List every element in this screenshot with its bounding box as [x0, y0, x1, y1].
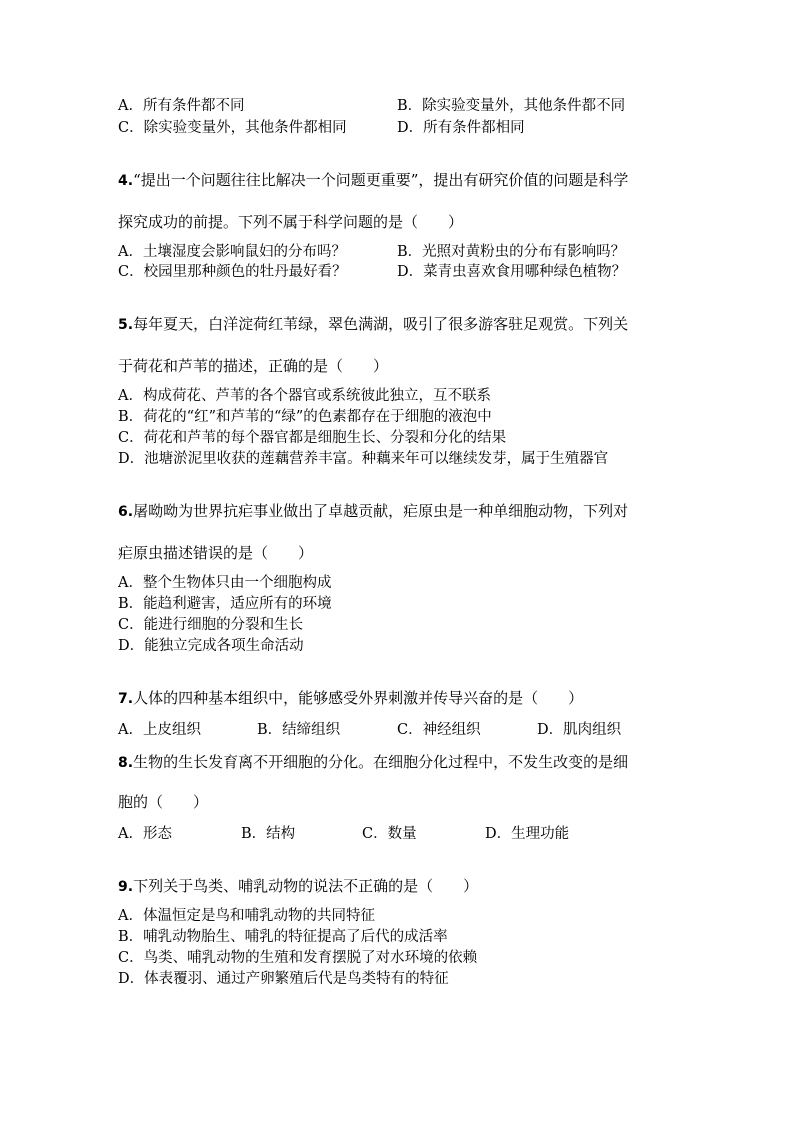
q7-option-d: D．肌肉组织: [537, 722, 622, 738]
q6-option-b: B．能趋利避害，适应所有的环境: [118, 596, 332, 612]
q9-option-c: C．鸟类、哺乳动物的生殖和发育摆脱了对水环境的依赖: [118, 950, 478, 966]
q4-number: 4.: [118, 173, 134, 189]
q8-option-c: C．数量: [362, 826, 417, 842]
q9-number: 9.: [118, 879, 134, 895]
q5-option-a: A．构成荷花、芦苇的各个器官或系统彼此独立，互不联系: [118, 388, 491, 404]
q7-option-c: C．神经组织: [397, 722, 481, 738]
q5-option-b: B．荷花的“红”和芦苇的“绿”的色素都存在于细胞的液泡中: [118, 409, 492, 425]
q9-option-b: B．哺乳动物胎生、哺乳的特征提高了后代的成活率: [118, 929, 448, 945]
q5-number: 5.: [118, 317, 134, 333]
q8-option-d: D．生理功能: [485, 826, 570, 842]
q4-option-a: A．土壤湿度会影响鼠妇的分布吗？: [118, 244, 346, 260]
q8-number: 8.: [118, 755, 134, 771]
q3-option-a: A．所有条件都不同: [118, 98, 245, 114]
q9-stem-line1: 9.下列关于鸟类、哺乳动物的说法不正确的是（ ）: [118, 877, 479, 895]
q7-option-b: B．结缔组织: [257, 722, 341, 738]
q6-number: 6.: [118, 504, 134, 520]
q6-option-d: D．能独立完成各项生命活动: [118, 638, 304, 654]
q3-option-c: C．除实验变量外，其他条件都相同: [118, 120, 347, 136]
q5-option-c: C．荷花和芦苇的每个器官都是细胞生长、分裂和分化的结果: [118, 430, 507, 446]
q5-stem-line2: 于荷花和芦苇的描述，正确的是（ ）: [118, 357, 389, 375]
q8-stem-line1: 8.生物的生长发育离不开细胞的分化。在细胞分化过程中，不发生改变的是细: [118, 753, 629, 771]
q3-option-b: B．除实验变量外，其他条件都不同: [397, 98, 626, 114]
q9-option-d: D．体表覆羽、通过产卵繁殖后代是鸟类特有的特征: [118, 971, 449, 987]
q7-option-a: A．上皮组织: [118, 722, 201, 738]
q7-stem-line1: 7.人体的四种基本组织中，能够感受外界刺激并传导兴奋的是（ ）: [118, 689, 584, 707]
q4-option-d: D．菜青虫喜欢食用哪种绿色植物？: [397, 264, 627, 280]
q4-stem-line2: 探究成功的前提。下列不属于科学问题的是（ ）: [118, 213, 464, 231]
q4-option-c: C．校园里那种颜色的牡丹最好看？: [118, 264, 347, 280]
q8-option-b: B．结构: [241, 826, 296, 842]
q8-option-a: A．形态: [118, 826, 172, 842]
q9-option-a: A．体温恒定是鸟和哺乳动物的共同特征: [118, 908, 375, 924]
q6-stem-line2: 疟原虫描述错误的是（ ）: [118, 544, 314, 562]
q5-stem-line1: 5.每年夏天，白洋淀荷红苇绿，翠色满湖，吸引了很多游客驻足观赏。下列关: [118, 315, 629, 333]
q7-number: 7.: [118, 691, 134, 707]
q4-option-b: B．光照对黄粉虫的分布有影响吗？: [397, 244, 626, 260]
q6-stem-line1: 6.屠呦呦为世界抗疟事业做出了卓越贡献，疟原虫是一种单细胞动物，下列对: [118, 502, 629, 520]
q8-stem-line2: 胞的（ ）: [118, 793, 209, 811]
q3-option-d: D．所有条件都相同: [397, 120, 525, 136]
q6-option-c: C．能进行细胞的分裂和生长: [118, 617, 304, 633]
q6-option-a: A．整个生物体只由一个细胞构成: [118, 575, 332, 591]
q4-stem-line1: 4.“提出一个问题往往比解决一个问题更重要”，提出有研究价值的问题是科学: [118, 171, 629, 189]
q5-option-d: D．池塘淤泥里收获的莲藕营养丰富。种藕来年可以继续发芽，属于生殖器官: [118, 451, 609, 467]
